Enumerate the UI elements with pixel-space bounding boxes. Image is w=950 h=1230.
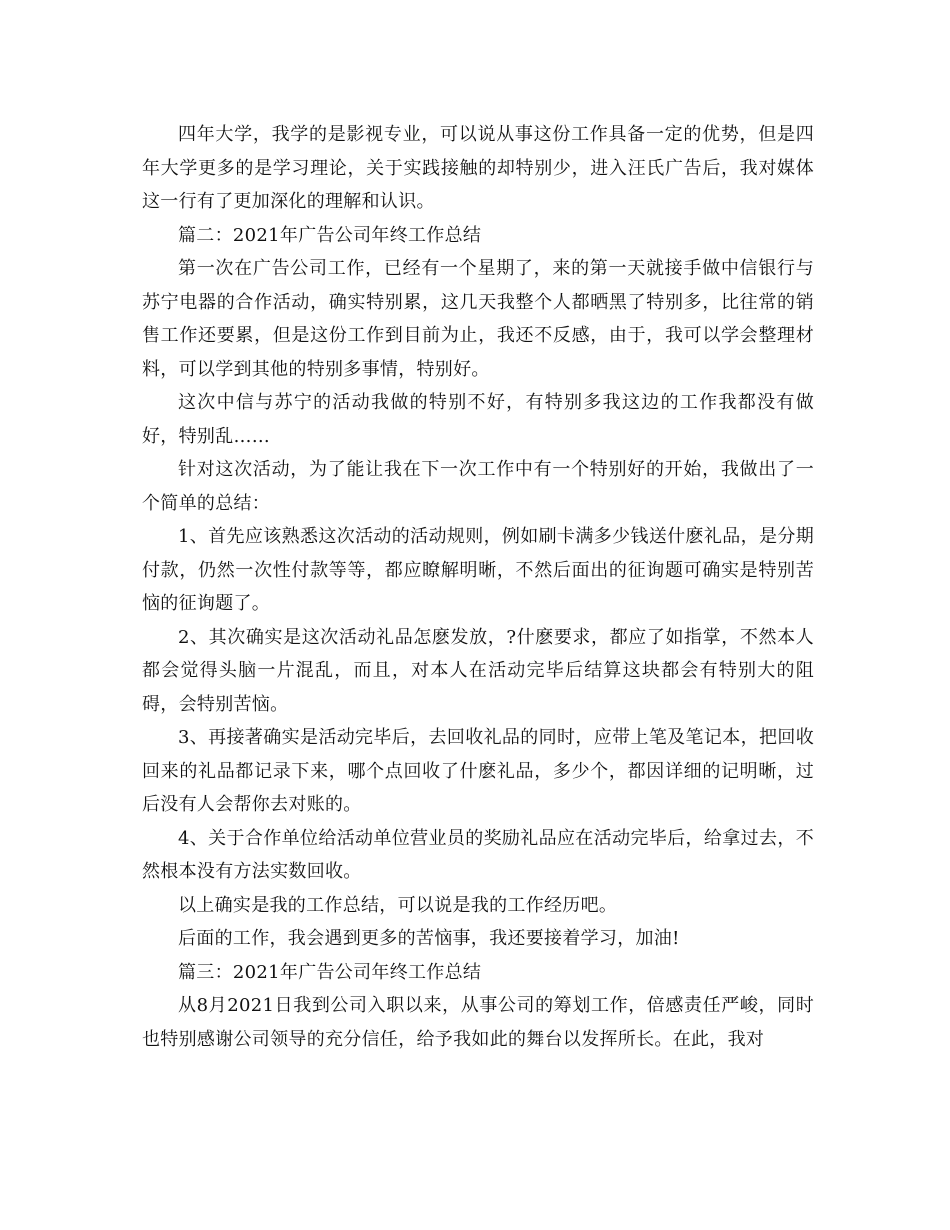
- paragraph-conclusion: 以上确实是我的工作总结，可以说是我的工作经历吧。: [178, 894, 618, 916]
- paragraph-future: 后面的工作，我会遇到更多的苦恼事，我还要接着学习，加油!: [178, 928, 680, 949]
- section-heading-2: 篇二：2021年广告公司年终工作总结: [178, 224, 482, 246]
- list-item-3: 3、再接著确实是活动完毕后，去回收礼品的同时，应带上笔及笔记本，把回收回来的礼品都记录下来，哪个点回收了什麽礼品，多少个，都因详细的记明晰，过后没有人会帮你去对账的。: [142, 727, 814, 815]
- list-item-2: 2、其次确实是这次活动礼品怎麽发放，?什麽要求，都应了如指掌，不然本人都会觉得头脑一片混乱，而且，对本人在活动完毕后结算这块都会有特别大的阻碍，会特别苦恼。: [142, 626, 814, 715]
- list-item-4: 4、关于合作单位给活动单位营业员的奖励礼品应在活动完毕后，给拿过去，不然根本没有方法实数回收。: [142, 827, 814, 882]
- paragraph-activity-review: 这次中信与苏宁的活动我做的特别不好，有特别多我这边的工作我都没有做好，特别乱……: [142, 392, 814, 447]
- paragraph-intro: 四年大学，我学的是影视专业，可以说从事这份工作具备一定的优势，但是四年大学更多的是学习理论，关于实践接触的却特别少，进入汪氏广告后，我对媒体这一行有了更加深化的理解和认识。: [142, 124, 814, 212]
- section-heading-3: 篇三：2021年广告公司年终工作总结: [178, 961, 482, 983]
- paragraph-section3-start: 从8月2021日我到公司入职以来，从事公司的筹划工作，倍感责任严峻，同时也特别感谢公司领导的充分信任，给予我如此的舞台以发挥所长。在此，我对: [142, 995, 814, 1050]
- list-item-1: 1、首先应该熟悉这次活动的活动规则，例如刷卡满多少钱送什麽礼品，是分期付款，仍然一次性付款等等，都应瞭解明晰，不然后面出的征询题可确实是特别苦恼的征询题了。: [142, 526, 814, 614]
- document-page: [142, 118, 814, 1056]
- paragraph-first-job: 第一次在广告公司工作，已经有一个星期了，来的第一天就接手做中信银行与苏宁电器的合作活动，确实特别累，这几天我整个人都晒黑了特别多，比往常的销售工作还要累，但是这份工作到目前为止，我还不反感，由于，我可以学会整理材料，可以学到其他的特别多事情，特别好。: [142, 258, 814, 380]
- paragraph-summary-intro: 针对这次活动，为了能让我在下一次工作中有一个特别好的开始，我做出了一个简单的总结：: [142, 459, 814, 514]
